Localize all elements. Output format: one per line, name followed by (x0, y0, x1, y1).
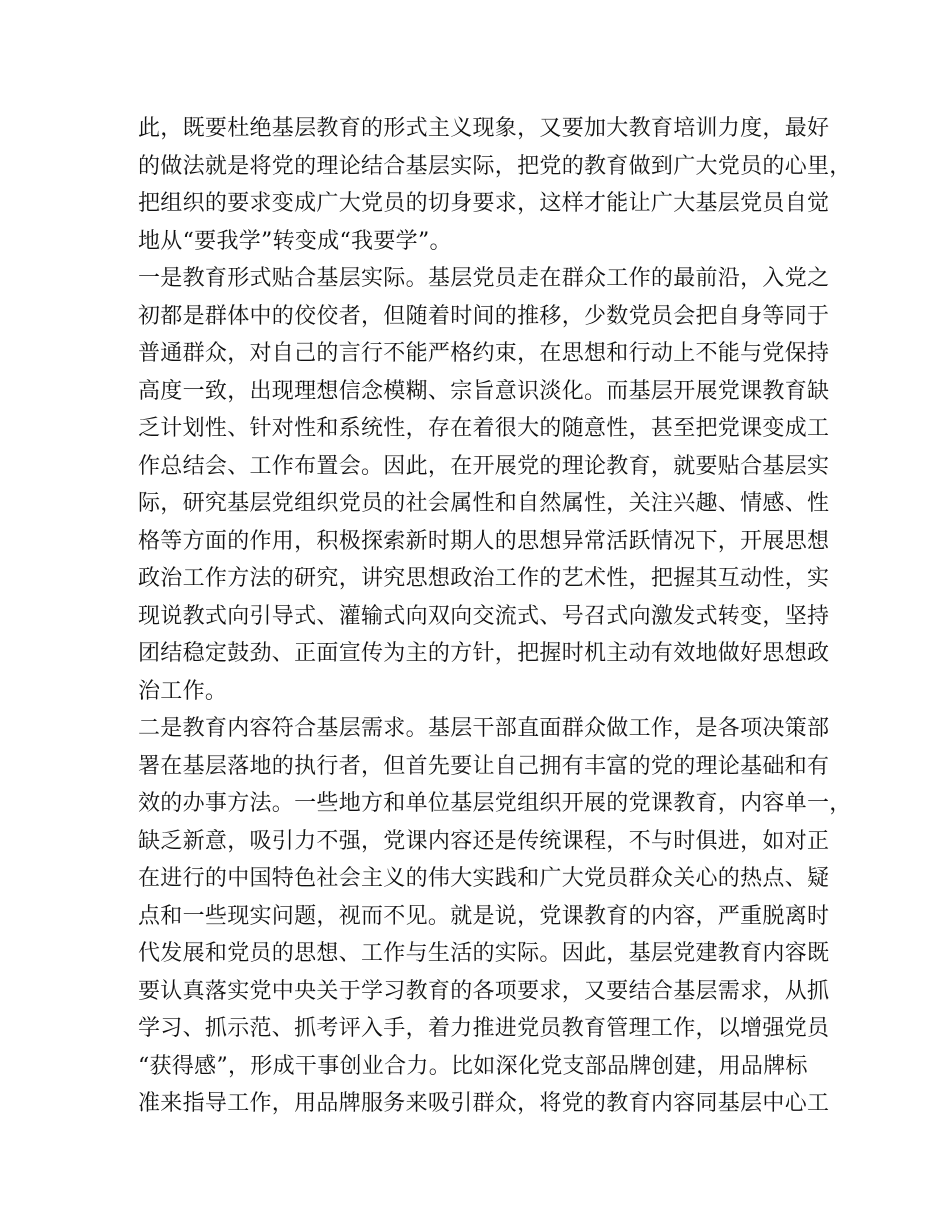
text-line: 的做法就是将党的理论结合基层实际，把党的教育做到广大党员的心里， (138, 153, 852, 179)
text-line: 际，研究基层党组织党员的社会属性和自然属性，关注兴趣、情感、性 (138, 491, 830, 516)
text-line: 二是教育内容符合基层需求。基层干部直面群众做工作，是各项决策部 (138, 716, 830, 741)
text-line: 治工作。 (138, 678, 228, 704)
text-line: 乏计划性、针对性和系统性，存在着很大的随意性，甚至把党课变成工 (138, 416, 830, 441)
text-line: 普通群众，对自己的言行不能严格约束，在思想和行动上不能与党保持 (138, 341, 830, 366)
text-line: 准来指导工作，用品牌服务来吸引群众，将党的教育内容同基层中心工 (138, 1091, 830, 1116)
text-line: 效的办事方法。一些地方和单位基层党组织开展的党课教育，内容单一， (138, 791, 852, 816)
text-line: 缺乏新意，吸引力不强，党课内容还是传统课程，不与时俱进，如对正 (138, 828, 830, 854)
text-line: 在进行的中国特色社会主义的伟大实践和广大党员群众关心的热点、疑 (138, 866, 830, 891)
body-text (138, 110, 852, 1123)
text-line: 团结稳定鼓劲、正面宣传为主的方针，把握时机主动有效地做好思想政 (138, 641, 830, 666)
text-line: 要认真落实党中央关于学习教育的各项要求，又要结合基层需求，从抓 (138, 978, 830, 1004)
text-line: 学习、抓示范、抓考评入手，着力推进党员教育管理工作，以增强党员 (138, 1016, 830, 1041)
text-line: “获得感”，形成干事创业合力。比如深化党支部品牌创建，用品牌标 (138, 1053, 808, 1079)
text-line: 作总结会、工作布置会。因此，在开展党的理论教育，就要贴合基层实 (138, 453, 830, 479)
text-line: 署在基层落地的执行者，但首先要让自己拥有丰富的党的理论基础和有 (138, 753, 830, 779)
text-line: 此，既要杜绝基层教育的形式主义现象，又要加大教育培训力度，最好 (138, 116, 830, 141)
text-line: 代发展和党员的思想、工作与生活的实际。因此，基层党建教育内容既 (138, 941, 830, 966)
text-line: 高度一致，出现理想信念模糊、宗旨意识淡化。而基层开展党课教育缺 (138, 378, 830, 404)
text-line: 初都是群体中的佼佼者，但随着时间的推移，少数党员会把自身等同于 (138, 303, 830, 329)
text-line: 把组织的要求变成广大党员的切身要求，这样才能让广大基层党员自觉 (138, 191, 830, 216)
text-line: 一是教育形式贴合基层实际。基层党员走在群众工作的最前沿，入党之 (138, 266, 830, 291)
text-line: 现说教式向引导式、灌输式向双向交流式、号召式向激发式转变，坚持 (138, 603, 830, 629)
text-line: 地从“要我学”转变成“我要学”。 (138, 228, 452, 254)
text-line: 格等方面的作用，积极探索新时期人的思想异常活跃情况下，开展思想 (138, 528, 830, 554)
text-line: 点和一些现实问题，视而不见。就是说，党课教育的内容，严重脱离时 (138, 903, 830, 929)
text-line: 政治工作方法的研究，讲究思想政治工作的艺术性，把握其互动性，实 (138, 566, 830, 591)
